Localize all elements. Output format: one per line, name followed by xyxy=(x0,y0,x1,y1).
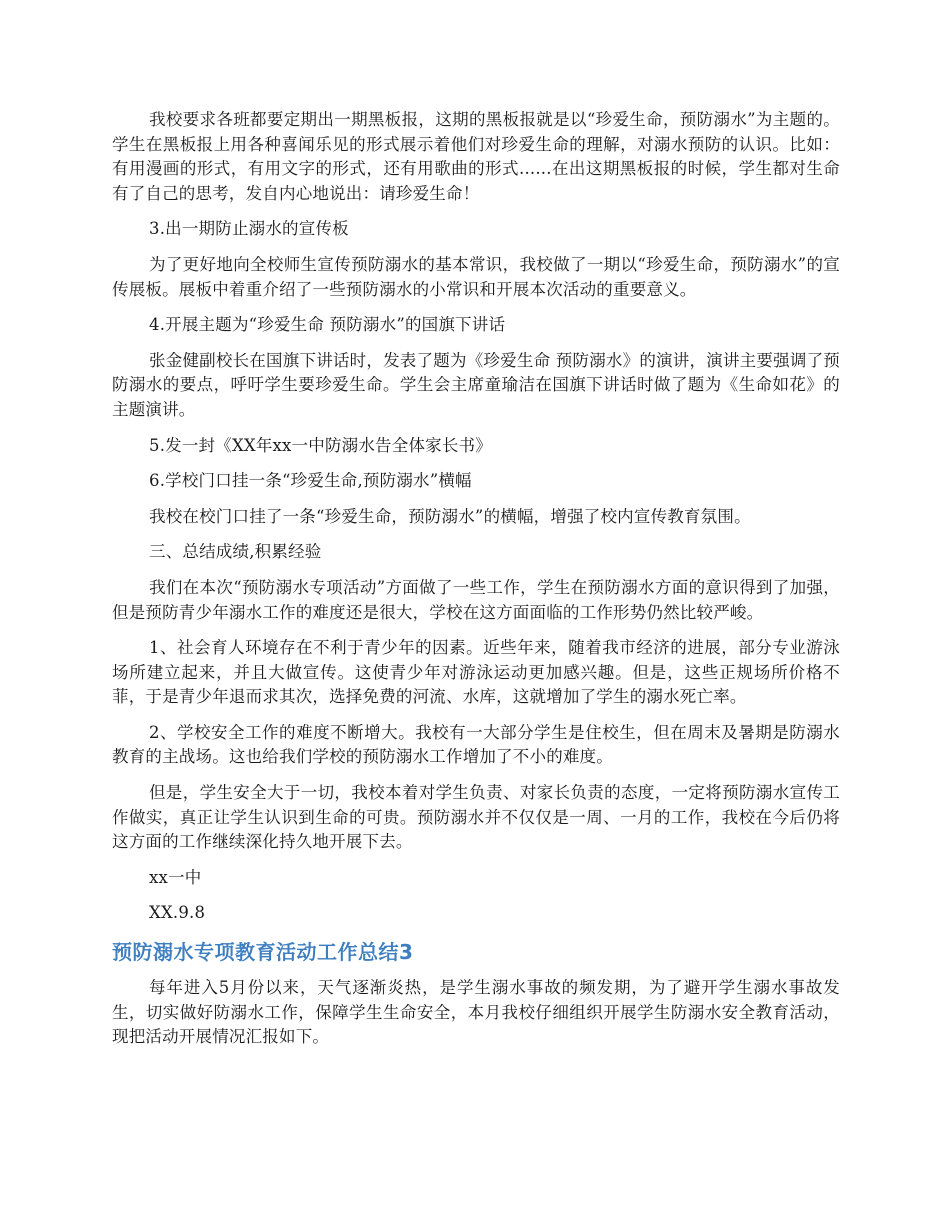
item-5-title: 5.发一封《XX年xx一中防溺水告全体家长书》 xyxy=(149,435,492,455)
signature-date: XX.9.8 xyxy=(149,903,206,923)
item-6-title: 6.学校门口挂一条“珍爱生命,预防溺水”横幅 xyxy=(149,471,472,491)
item-4-title: 4.开展主题为“珍爱生命 预防溺水”的国旗下讲话 xyxy=(149,315,506,335)
section-3-title: 三、总结成绩,积累经验 xyxy=(149,542,322,562)
paragraph-point-1: 1、社会育人环境存在不利于青少年的因素。近些年来，随着我市经济的进展，部分专业游泳场所建立起来，并且大做宣传。这使青少年对游泳运动更加感兴趣。但是，这些正规场所价格不菲，于是青少年退而求其次，选择免费的河流、水库，这就增加了学生的溺水死亡率。 xyxy=(112,638,840,707)
paragraph-intro: 每年进入5月份以来，天气逐渐炎热，是学生溺水事故的频发期，为了避开学生溺水事故发生，切实做好防溺水工作，保障学生生命安全，本月我校仔细组织开展学生防溺水安全教育活动，现把活动开展情况汇报如下。 xyxy=(112,978,840,1047)
document-body xyxy=(112,108,840,1061)
signature-school: xx一中 xyxy=(149,867,202,887)
paragraph-flag-speech: 张金健副校长在国旗下讲话时，发表了题为《珍爱生命 预防溺水》的演讲，演讲主要强调了预防溺水的要点，呼吁学生要珍爱生命。学生会主席童瑜洁在国旗下讲话时做了题为《生命如花》的主题演讲。 xyxy=(112,350,840,419)
paragraph-banner: 我校在校门口挂了一条“珍爱生命，预防溺水”的横幅，增强了校内宣传教育氛围。 xyxy=(149,506,751,526)
item-3-title: 3.出一期防止溺水的宣传板 xyxy=(149,219,349,239)
section-heading: 预防溺水专项教育活动工作总结3 xyxy=(112,940,414,965)
paragraph-point-2: 2、学校安全工作的难度不断增大。我校有一大部分学生是住校生，但在周末及暑期是防溺水教育的主战场。这也给我们学校的预防溺水工作增加了不小的难度。 xyxy=(112,722,840,767)
paragraph-display-board: 为了更好地向全校师生宣传预防溺水的基本常识，我校做了一期以“珍爱生命，预防溺水”的宣传展板。展板中着重介绍了一些预防溺水的小常识和开展本次活动的重要意义。 xyxy=(112,254,840,299)
paragraph-blackboard: 我校要求各班都要定期出一期黑板报，这期的黑板报就是以“珍爱生命，预防溺水”为主题的。学生在黑板报上用各种喜闻乐见的形式展示着他们对珍爱生命的理解，对溺水预防的认识。比如：有用漫画的形式，有用文字的形式，还有用歌曲的形式......在出这期黑板报的时候，学生都对生命有了自己的思考，发自内心地说出：请珍爱生命！ xyxy=(112,110,840,203)
paragraph-conclusion: 但是，学生安全大于一切，我校本着对学生负责、对家长负责的态度，一定将预防溺水宣传工作做实，真正让学生认识到生命的可贵。预防溺水并不仅仅是一周、一月的工作，我校在今后仍将这方面的工作继续深化持久地开展下去。 xyxy=(112,783,840,852)
paragraph-summary: 我们在本次“预防溺水专项活动”方面做了一些工作，学生在预防溺水方面的意识得到了加强，但是预防青少年溺水工作的难度还是很大，学校在这方面面临的工作形势仍然比较严峻。 xyxy=(112,577,840,622)
